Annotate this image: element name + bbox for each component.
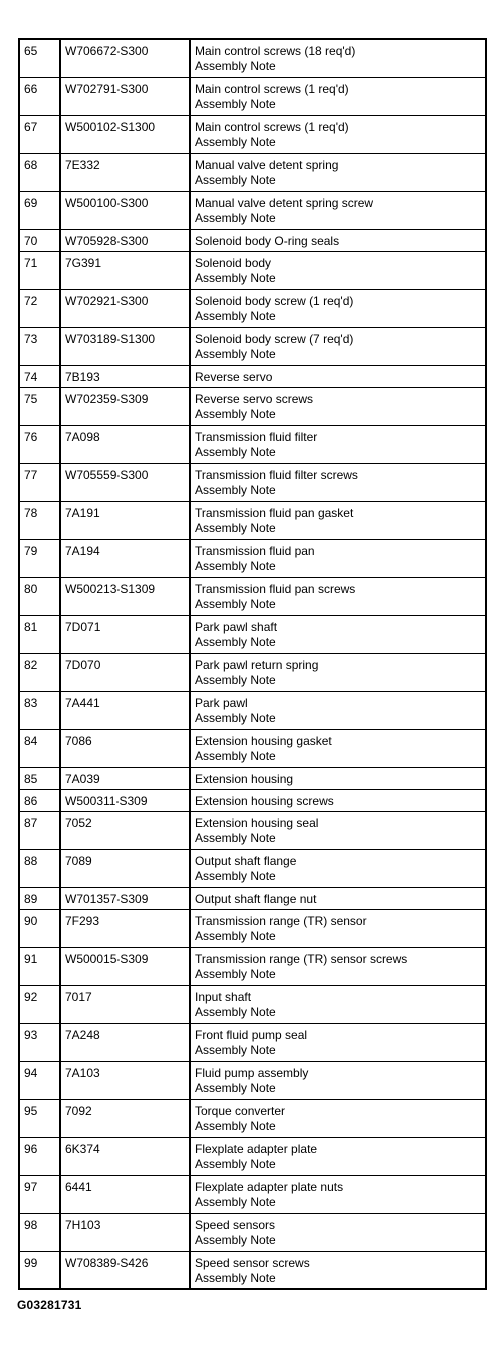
part-number-cell: 7052	[60, 811, 190, 849]
item-number-cell: 70	[19, 229, 60, 251]
description-cell	[190, 1251, 486, 1289]
description-text: Transmission fluid pan gasket	[195, 505, 354, 520]
table-row	[19, 387, 486, 425]
part-number-cell: W702921-S300	[60, 289, 190, 327]
part-number-cell: W500311-S309	[60, 789, 190, 811]
assembly-note-link[interactable]: Assembly Note	[195, 96, 276, 111]
description-cell	[190, 153, 486, 191]
part-number-cell: 7E332	[60, 153, 190, 191]
table-row	[19, 1175, 486, 1213]
item-number-cell: 65	[19, 39, 60, 77]
description-text: Transmission fluid filter screws	[195, 467, 358, 482]
item-number-cell: 99	[19, 1251, 60, 1289]
item-number-cell: 72	[19, 289, 60, 327]
description-text: Park pawl shaft	[195, 619, 278, 634]
assembly-note-link[interactable]: Assembly Note	[195, 520, 276, 535]
description-cell	[190, 691, 486, 729]
description-cell	[190, 387, 486, 425]
part-number-cell: W703189-S1300	[60, 327, 190, 365]
item-number-cell: 83	[19, 691, 60, 729]
table-row	[19, 425, 486, 463]
figure-id: G03281731	[17, 1298, 82, 1312]
description-cell	[190, 251, 486, 289]
item-number-cell: 69	[19, 191, 60, 229]
part-number-cell: W701357-S309	[60, 887, 190, 909]
description-cell	[190, 729, 486, 767]
description-text: Reverse servo	[195, 369, 273, 384]
assembly-note-link[interactable]: Assembly Note	[195, 634, 276, 649]
part-number-cell: W705928-S300	[60, 229, 190, 251]
table-row	[19, 229, 486, 251]
part-number-cell: 7089	[60, 849, 190, 887]
table-row	[19, 115, 486, 153]
part-number-cell: 7F293	[60, 909, 190, 947]
assembly-note-link[interactable]: Assembly Note	[195, 1004, 276, 1019]
item-number-cell: 81	[19, 615, 60, 653]
description-text: Main control screws (18 req'd)	[195, 44, 356, 58]
description-cell	[190, 849, 486, 887]
description-text: Flexplate adapter plate	[195, 1141, 318, 1156]
part-number-cell: 7B193	[60, 365, 190, 387]
table-row	[19, 577, 486, 615]
description-cell	[190, 501, 486, 539]
description-cell	[190, 115, 486, 153]
description-cell	[190, 289, 486, 327]
part-number-cell: 7A441	[60, 691, 190, 729]
description-text: Front fluid pump seal	[195, 1027, 308, 1042]
part-number-cell: W702791-S300	[60, 77, 190, 115]
assembly-note-link[interactable]: Assembly Note	[195, 406, 276, 421]
part-number-cell: 7G391	[60, 251, 190, 289]
description-cell	[190, 811, 486, 849]
assembly-note-link[interactable]: Assembly Note	[195, 210, 276, 225]
description-text: Main control screws (1 req'd)	[195, 119, 349, 134]
item-number-cell: 84	[19, 729, 60, 767]
table-row	[19, 789, 486, 811]
assembly-note-link[interactable]: Assembly Note	[195, 1042, 276, 1057]
part-number-cell: 7092	[60, 1099, 190, 1137]
description-text: Torque converter	[195, 1103, 286, 1118]
description-text: Transmission fluid pan	[195, 543, 315, 558]
description-text: Speed sensors	[195, 1217, 276, 1232]
description-text: Transmission fluid pan screws	[195, 581, 356, 596]
assembly-note-link[interactable]: Assembly Note	[195, 308, 276, 323]
part-number-cell: W500015-S309	[60, 947, 190, 985]
item-number-cell: 66	[19, 77, 60, 115]
assembly-note-link[interactable]: Assembly Note	[195, 748, 276, 763]
description-text: Output shaft flange nut	[195, 891, 317, 906]
part-number-cell: 7017	[60, 985, 190, 1023]
table-row	[19, 191, 486, 229]
assembly-note-link[interactable]: Assembly Note	[195, 928, 276, 943]
table-row	[19, 1251, 486, 1289]
item-number-cell: 90	[19, 909, 60, 947]
table-row	[19, 327, 486, 365]
parts-table-body	[19, 39, 486, 1289]
assembly-note-link[interactable]: Assembly Note	[195, 1118, 276, 1133]
assembly-note-link[interactable]: Assembly Note	[195, 868, 276, 883]
assembly-note-link[interactable]: Assembly Note	[195, 270, 276, 285]
item-number-cell: 76	[19, 425, 60, 463]
assembly-note-link[interactable]: Assembly Note	[195, 1270, 276, 1285]
table-row	[19, 811, 486, 849]
description-cell	[190, 1213, 486, 1251]
table-row	[19, 1023, 486, 1061]
assembly-note-link[interactable]: Assembly Note	[195, 172, 276, 187]
description-text: Park pawl	[195, 695, 248, 710]
description-cell	[190, 1023, 486, 1061]
item-number-cell: 80	[19, 577, 60, 615]
part-number-cell: 7D070	[60, 653, 190, 691]
description-text: Extension housing seal	[195, 815, 319, 830]
description-cell	[190, 789, 486, 811]
table-row	[19, 501, 486, 539]
part-number-cell: W705559-S300	[60, 463, 190, 501]
table-row	[19, 1061, 486, 1099]
description-text: Transmission fluid filter	[195, 429, 318, 444]
table-row	[19, 77, 486, 115]
item-number-cell: 98	[19, 1213, 60, 1251]
assembly-note-link[interactable]: Assembly Note	[195, 1080, 276, 1095]
item-number-cell: 82	[19, 653, 60, 691]
part-number-cell: 7A248	[60, 1023, 190, 1061]
item-number-cell: 95	[19, 1099, 60, 1137]
part-number-cell: 7A103	[60, 1061, 190, 1099]
item-number-cell: 96	[19, 1137, 60, 1175]
item-number-cell: 97	[19, 1175, 60, 1213]
item-number-cell: 71	[19, 251, 60, 289]
table-row	[19, 729, 486, 767]
table-row	[19, 463, 486, 501]
description-cell	[190, 191, 486, 229]
item-number-cell: 94	[19, 1061, 60, 1099]
table-row	[19, 849, 486, 887]
part-number-cell: 7A191	[60, 501, 190, 539]
description-cell	[190, 77, 486, 115]
assembly-note-link[interactable]: Assembly Note	[195, 444, 276, 459]
description-text: Extension housing screws	[195, 793, 334, 808]
part-number-cell: W500102-S1300	[60, 115, 190, 153]
description-cell	[190, 39, 486, 77]
table-row	[19, 615, 486, 653]
part-number-cell: W500100-S300	[60, 191, 190, 229]
description-cell	[190, 653, 486, 691]
assembly-note-link[interactable]: Assembly Note	[195, 1194, 276, 1209]
item-number-cell: 86	[19, 789, 60, 811]
table-row	[19, 909, 486, 947]
description-text: Solenoid body	[195, 255, 272, 270]
table-row	[19, 767, 486, 789]
description-text: Speed sensor screws	[195, 1255, 310, 1270]
table-row	[19, 1137, 486, 1175]
description-cell	[190, 985, 486, 1023]
assembly-note-link[interactable]: Assembly Note	[195, 1156, 276, 1171]
description-text: Input shaft	[195, 989, 252, 1004]
table-row	[19, 251, 486, 289]
table-row	[19, 289, 486, 327]
item-number-cell: 89	[19, 887, 60, 909]
part-number-cell: 6441	[60, 1175, 190, 1213]
assembly-note-link[interactable]: Assembly Note	[195, 710, 276, 725]
description-text: Manual valve detent spring	[195, 157, 339, 172]
description-text: Park pawl return spring	[195, 657, 319, 672]
table-row	[19, 947, 486, 985]
description-text: Extension housing gasket	[195, 733, 332, 748]
description-text: Flexplate adapter plate nuts	[195, 1179, 344, 1194]
assembly-note-link[interactable]: Assembly Note	[195, 346, 276, 361]
table-row	[19, 653, 486, 691]
assembly-note-link[interactable]: Assembly Note	[195, 596, 276, 611]
assembly-note-link[interactable]: Assembly Note	[195, 830, 276, 845]
item-number-cell: 75	[19, 387, 60, 425]
parts-table	[18, 38, 487, 1290]
item-number-cell: 88	[19, 849, 60, 887]
description-text: Transmission range (TR) sensor	[195, 913, 367, 928]
description-text: Transmission range (TR) sensor screws	[195, 951, 408, 966]
item-number-cell: 87	[19, 811, 60, 849]
assembly-note-link[interactable]: Assembly Note	[195, 482, 276, 497]
description-cell	[190, 947, 486, 985]
description-cell	[190, 909, 486, 947]
part-number-cell: 7A194	[60, 539, 190, 577]
description-cell	[190, 615, 486, 653]
assembly-note-link[interactable]: Assembly Note	[195, 59, 276, 73]
description-text: Solenoid body screw (7 req'd)	[195, 331, 354, 346]
description-cell	[190, 365, 486, 387]
table-row	[19, 887, 486, 909]
assembly-note-link[interactable]: Assembly Note	[195, 1232, 276, 1247]
description-cell	[190, 1175, 486, 1213]
table-row	[19, 1099, 486, 1137]
assembly-note-link[interactable]: Assembly Note	[195, 558, 276, 573]
description-cell	[190, 229, 486, 251]
part-number-cell: W706672-S300	[60, 39, 190, 77]
table-row	[19, 539, 486, 577]
part-number-cell: W702359-S309	[60, 387, 190, 425]
part-number-cell: 7D071	[60, 615, 190, 653]
part-number-cell: 6K374	[60, 1137, 190, 1175]
description-text: Reverse servo screws	[195, 391, 314, 406]
description-cell	[190, 327, 486, 365]
description-text: Fluid pump assembly	[195, 1065, 309, 1080]
part-number-cell: 7086	[60, 729, 190, 767]
item-number-cell: 73	[19, 327, 60, 365]
item-number-cell: 74	[19, 365, 60, 387]
table-row	[19, 985, 486, 1023]
description-cell	[190, 539, 486, 577]
item-number-cell: 68	[19, 153, 60, 191]
part-number-cell: 7A039	[60, 767, 190, 789]
item-number-cell: 67	[19, 115, 60, 153]
part-number-cell: W708389-S426	[60, 1251, 190, 1289]
description-cell	[190, 425, 486, 463]
description-cell	[190, 463, 486, 501]
item-number-cell: 85	[19, 767, 60, 789]
description-text: Extension housing	[195, 771, 294, 786]
item-number-cell: 78	[19, 501, 60, 539]
item-number-cell: 92	[19, 985, 60, 1023]
description-text: Output shaft flange	[195, 853, 297, 868]
part-number-cell: W500213-S1309	[60, 577, 190, 615]
assembly-note-link[interactable]: Assembly Note	[195, 134, 276, 149]
description-cell	[190, 1137, 486, 1175]
item-number-cell: 79	[19, 539, 60, 577]
description-cell	[190, 767, 486, 789]
description-cell	[190, 1061, 486, 1099]
description-text: Main control screws (1 req'd)	[195, 81, 349, 96]
description-text: Solenoid body screw (1 req'd)	[195, 293, 354, 308]
table-row	[19, 691, 486, 729]
part-number-cell: 7A098	[60, 425, 190, 463]
item-number-cell: 77	[19, 463, 60, 501]
table-row	[19, 39, 486, 77]
description-text: Solenoid body O-ring seals	[195, 233, 340, 248]
item-number-cell: 93	[19, 1023, 60, 1061]
description-text: Manual valve detent spring screw	[195, 195, 374, 210]
description-cell	[190, 1099, 486, 1137]
table-row	[19, 365, 486, 387]
description-cell	[190, 887, 486, 909]
description-cell	[190, 577, 486, 615]
assembly-note-link[interactable]: Assembly Note	[195, 672, 276, 687]
table-row	[19, 153, 486, 191]
table-row	[19, 1213, 486, 1251]
part-number-cell: 7H103	[60, 1213, 190, 1251]
item-number-cell: 91	[19, 947, 60, 985]
assembly-note-link[interactable]: Assembly Note	[195, 966, 276, 981]
